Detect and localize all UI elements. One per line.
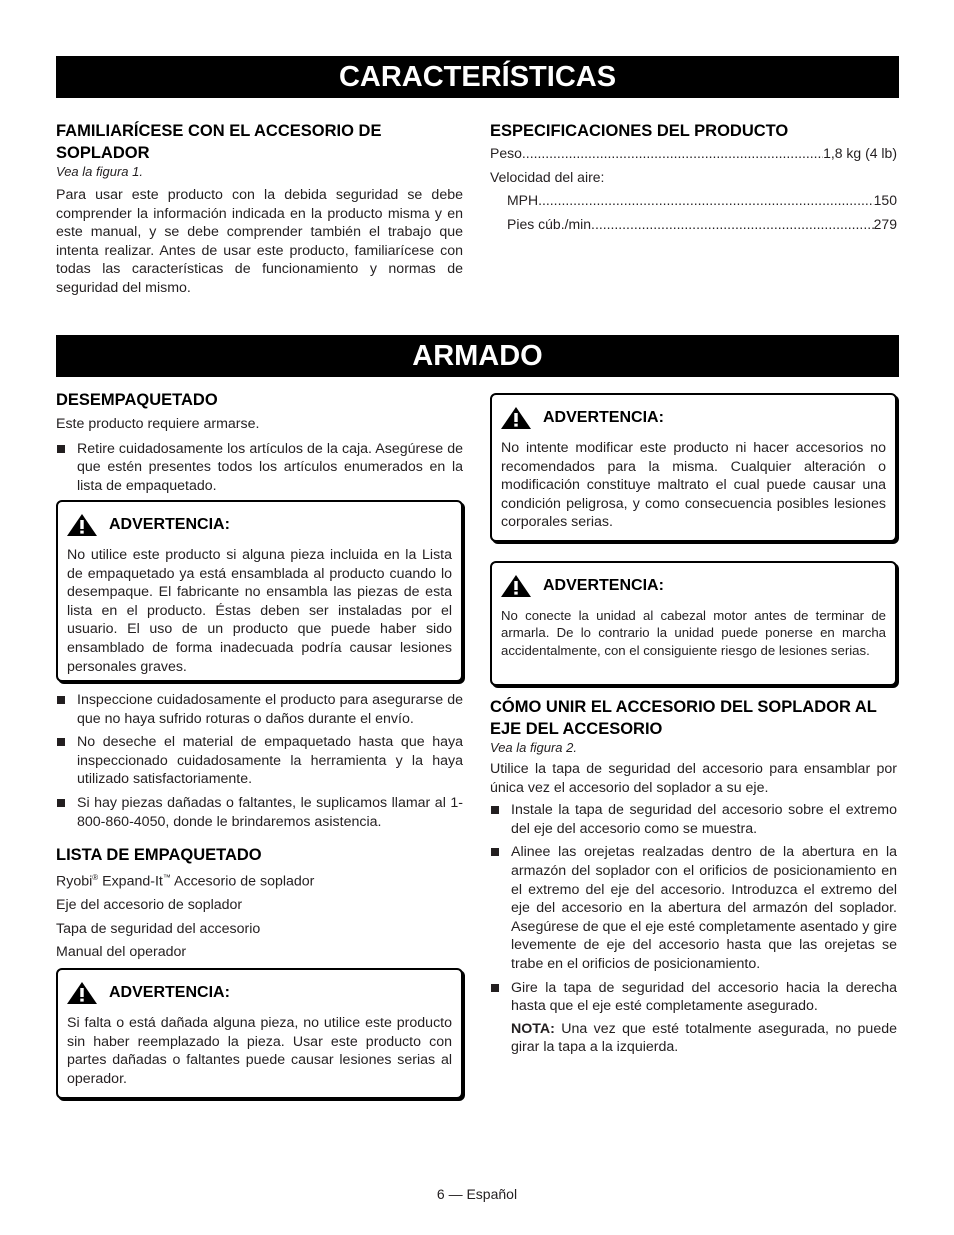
- attach-bullet-2: [490, 843, 897, 973]
- spec-weight-value: 1,8 kg (4 lb): [823, 145, 897, 161]
- warning-label: ADVERTENCIA:: [109, 984, 230, 1001]
- unpacking-bullet-1: [56, 440, 463, 496]
- warning-box-modify: [490, 393, 897, 542]
- warning-header: [67, 982, 452, 1004]
- bullet-text: Si hay piezas dañadas o faltantes, le suplicamos llamar al 1-800-860-4050, donde le brindaremos asistencia.: [77, 794, 463, 830]
- warning-triangle-icon: [67, 514, 97, 536]
- spec-mph-value: 150: [873, 192, 897, 208]
- unpacking-bullet-4: [56, 794, 463, 831]
- familiarize-figure-ref: Vea la figura 1.: [56, 164, 143, 179]
- warning-header: [501, 407, 886, 429]
- spec-row-weight: [490, 142, 897, 166]
- product-name: Expand-It: [98, 873, 163, 890]
- warning-box-preassembled: [56, 500, 463, 682]
- packing-list-section: [56, 844, 463, 965]
- note-label: NOTA:: [511, 1020, 555, 1037]
- bullet-square-icon: [57, 696, 65, 704]
- page-footer: 6 — Español: [436, 1186, 518, 1202]
- spec-mph-label: MPH: [507, 192, 539, 208]
- unpacking-intro: Este producto requiere armarse.: [56, 416, 260, 432]
- spec-row-mph: [490, 189, 897, 213]
- warning-label: ADVERTENCIA:: [543, 577, 664, 594]
- bullet-text: Retire cuidadosamente los artículos de la caja. Asegúrese de que estén presentes todos los artículos enumerados en la lista de empaquetado.: [77, 440, 463, 494]
- spec-cfm-value: 279: [873, 215, 897, 232]
- packing-item-2: Eje del accesorio de soplador: [56, 897, 243, 914]
- attach-bullet-3: [490, 979, 897, 1016]
- product-description: Accesorio de soplador: [170, 873, 315, 890]
- specs-section: [490, 120, 897, 236]
- bullet-text: No deseche el material de empaquetado hasta que haya inspeccionado cuidadosamente la herramienta y la haya utilizado satisfactoriamente.: [77, 734, 463, 788]
- familiarize-section: [56, 120, 463, 298]
- unpacking-bullets-more: [56, 691, 463, 831]
- warning-header: [501, 575, 886, 597]
- packing-item-3: Tapa de seguridad del accesorio: [56, 920, 261, 937]
- attach-figure-ref: Vea la figura 2.: [490, 740, 577, 755]
- section-banner-caracteristicas: CARACTERÍSTICAS: [56, 56, 899, 98]
- unpacking-bullet-3: [56, 733, 463, 789]
- bullet-text: Alinee las orejetas realzadas dentro de la abertura en la armazón del soplador con el orificios de posicionamiento en el extremo del eje del accesorio. Introduzca el extremo del eje del accesorio en la abertura del armazón del soplador. Asegúrese de que el eje esté completamente asentado y gire levemente de eje del accesorio hasta que las orejetas se trabe en el orificios de posicionamiento.: [511, 844, 897, 972]
- bullet-square-icon: [57, 445, 65, 453]
- brand-name: Ryobi: [56, 873, 93, 890]
- warning-label: ADVERTENCIA:: [109, 516, 230, 533]
- attach-bullet-1: [490, 801, 897, 838]
- leader-dots: [538, 189, 874, 213]
- warning-triangle-icon: [501, 407, 531, 429]
- bullet-square-icon: [491, 984, 499, 992]
- attach-note: [490, 1020, 897, 1057]
- warning-text: No utilice este producto si alguna pieza incluida en la Lista de empaquetado ya está ensamblada al producto cuando lo desempaque. El fabricante no ensambla las piezas de esta lista en el producto. Éstas deben ser instaladas por el usuario. El uso de un producto que puede haber sido ensamblado de forma inadecuada podría causar lesiones personales graves.: [67, 547, 452, 675]
- specs-title: ESPECIFICACIONES DEL PRODUCTO: [490, 122, 789, 140]
- spec-weight-label: Peso: [490, 145, 522, 161]
- familiarize-body: Para usar este producto con la debida seguridad se debe comprender la información indicada en la producto misma y en este manual, y se debe comprender también el trabajo que intenta realizar. Antes de usar este producto, familiarícese con todas las características de funcionamiento y normas de seguridad del mismo.: [56, 187, 463, 296]
- trademark-mark: ™: [162, 873, 171, 882]
- leader-dots: [595, 213, 874, 237]
- packing-list-title: LISTA DE EMPAQUETADO: [56, 846, 262, 864]
- unpacking-section: [56, 389, 463, 495]
- unpacking-title: DESEMPAQUETADO: [56, 391, 218, 409]
- note-text: Una vez que esté totalmente asegurada, no puede girar la tapa a la izquierda.: [511, 1020, 897, 1056]
- leader-dots: [522, 142, 823, 166]
- spec-air-label: Velocidad del aire:: [490, 168, 605, 185]
- attach-intro: Utilice la tapa de seguridad del accesorio para ensamblar por única vez el accesorio del soplador a su eje.: [490, 761, 897, 796]
- packing-item-4: Manual del operador: [56, 944, 187, 961]
- warning-box-missing-parts: [56, 968, 463, 1099]
- packing-item-1: [56, 866, 463, 894]
- warning-text: No conecte la unidad al cabezal motor antes de terminar de armarla. De lo contrario la unidad puede ponerse en marcha accidentalmente, con el consiguiente riesgo de lesiones serias.: [501, 608, 886, 658]
- warning-label: ADVERTENCIA:: [543, 409, 664, 426]
- bullet-text: Gire la tapa de seguridad del accesorio hacia la derecha hasta que el eje esté completamente asegurado.: [511, 979, 897, 1015]
- bullet-square-icon: [491, 848, 499, 856]
- warning-header: [67, 514, 452, 536]
- unpacking-bullet-2: [56, 691, 463, 728]
- spec-row-air: [490, 166, 897, 190]
- warning-box-motor-head: [490, 561, 897, 686]
- warning-text: Si falta o está dañada alguna pieza, no utilice este producto sin haber reemplazado la pieza. Usar este producto con partes dañadas o faltantes puede causar lesiones serias al operador.: [67, 1015, 452, 1087]
- warning-triangle-icon: [67, 982, 97, 1004]
- bullet-text: Inspeccione cuidadosamente el producto para asegurarse de que no haya sufrido roturas o daños durante el envío.: [77, 692, 463, 727]
- warning-text: No intente modificar este producto ni hacer accesorios no recomendados para la misma. Cualquier alteración o modificación constituye maltrato el cual puede causar una condición peligrosa, y como consecuencia posibles lesiones corporales serias.: [501, 440, 886, 531]
- bullet-square-icon: [491, 806, 499, 814]
- spec-cfm-label: Pies cúb./min.: [507, 215, 595, 232]
- bullet-square-icon: [57, 738, 65, 746]
- familiarize-title: FAMILIARÍCESE CON EL ACCESORIO DE SOPLADOR: [56, 122, 382, 162]
- registered-mark: ®: [92, 873, 99, 882]
- attach-section: [490, 696, 897, 1057]
- bullet-text: Instale la tapa de seguridad del accesorio sobre el extremo del eje del accesorio como se muestra.: [511, 802, 897, 837]
- spec-row-cfm: [490, 213, 897, 237]
- bullet-square-icon: [57, 799, 65, 807]
- section-banner-armado: ARMADO: [56, 335, 899, 377]
- attach-title: CÓMO UNIR EL ACCESORIO DEL SOPLADOR AL EJE DEL ACCESORIO: [490, 698, 877, 738]
- warning-triangle-icon: [501, 575, 531, 597]
